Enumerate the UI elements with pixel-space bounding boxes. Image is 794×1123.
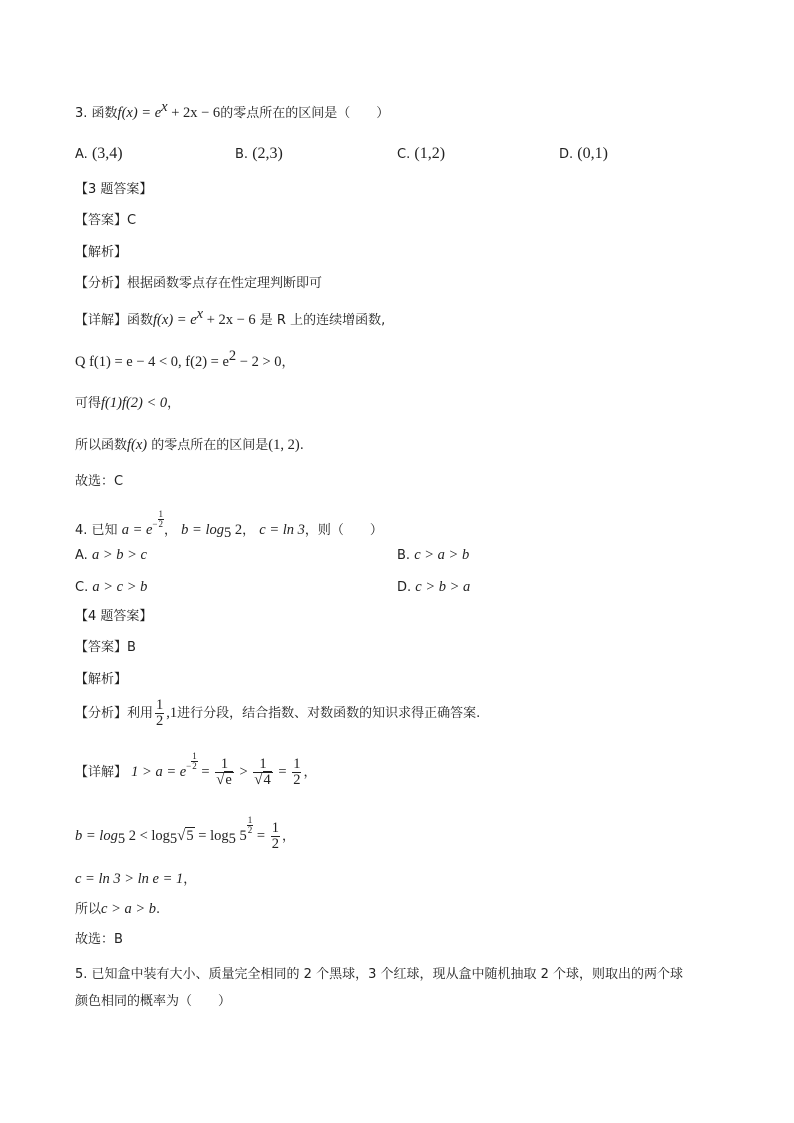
q4-analysis-header: 【解析】 xyxy=(75,672,128,687)
q4-answer: 【答案】B xyxy=(75,640,136,655)
q4-option-c: C. a > c > b xyxy=(75,579,148,595)
q4-xiangjie-line2: $b = \log_5 2 < \log_5√5 = \log_5 5$ $\frac{1}{2}$ = $\frac{1}{2}$ ， xyxy=(75,815,295,852)
q3-option-b: B. (2,3) xyxy=(235,145,283,162)
q5-stem-line1: 5. 已知盒中装有大小、质量完全相同的 2 个黑球，3 个红球，现从盒中随机抽取 2 个球，则取出的两个球 xyxy=(75,967,684,982)
q3-xiangjie-line4: 所以函数f(x) 的零点所在的区间是(1, 2). xyxy=(75,437,304,453)
q3-answer: 【答案】C xyxy=(75,213,137,228)
q5-stem-line2: 颜色相同的概率为（ ） xyxy=(75,994,232,1009)
q3-analysis-header: 【解析】 xyxy=(75,245,128,260)
q3-stem: 3. 函数$f(x) = e^x + 2x - 6$的零点所在的区间是（ ） xyxy=(75,99,390,121)
q4-xiangjie-line4: 所以c > a > b. xyxy=(75,901,161,917)
q4-choose: 故选：B xyxy=(75,932,123,947)
q4-fenxi: 【分析】利用 $\frac{1}{2}$ ,1进行分段，结合指数、对数函数的知识求得正确答案. xyxy=(75,697,481,729)
q3-xiangjie-line3: 可得f(1)f(2) < 0， xyxy=(75,395,181,411)
q3-answer-header: 【3 题答案】 xyxy=(75,182,153,197)
q3-option-d: D. (0,1) xyxy=(559,145,608,162)
q4-option-a: A. a > b > c xyxy=(75,547,147,563)
q3-option-a: A. (3,4) xyxy=(75,145,123,162)
q3-xiangjie-line1: 【详解】函数$f(x) = e^x + 2x - 6$ 是 R 上的连续增函数, xyxy=(75,306,386,328)
q4-xiangjie-line1: 【详解】 1 > a = e− $\frac{1}{2}$ = $\frac{1}{√e}$ > $\frac{1}{√4}$ = $\frac{1}{2}$ ， xyxy=(75,751,317,788)
q4-option-d: D. c > b > a xyxy=(397,579,471,595)
q3-option-c: C. (1,2) xyxy=(397,145,446,162)
q4-answer-header: 【4 题答案】 xyxy=(75,609,153,624)
q3-xiangjie-line2: Q f(1) = e − 4 < 0, $f(2) = e^2 - 2 > 0$， xyxy=(75,348,295,370)
q3-choose: 故选：C xyxy=(75,474,124,489)
q4-option-b: B. c > a > b xyxy=(397,547,470,563)
q4-stem: 4. 已知 a = e− $\frac{1}{2}$ ， $b = \log_5 2$， c = ln 3，则（ ） xyxy=(75,509,383,541)
q3-fenxi: 【分析】根据函数零点存在性定理判断即可 xyxy=(75,276,323,291)
q4-xiangjie-line3: c = ln 3 > ln e = 1， xyxy=(75,871,197,887)
